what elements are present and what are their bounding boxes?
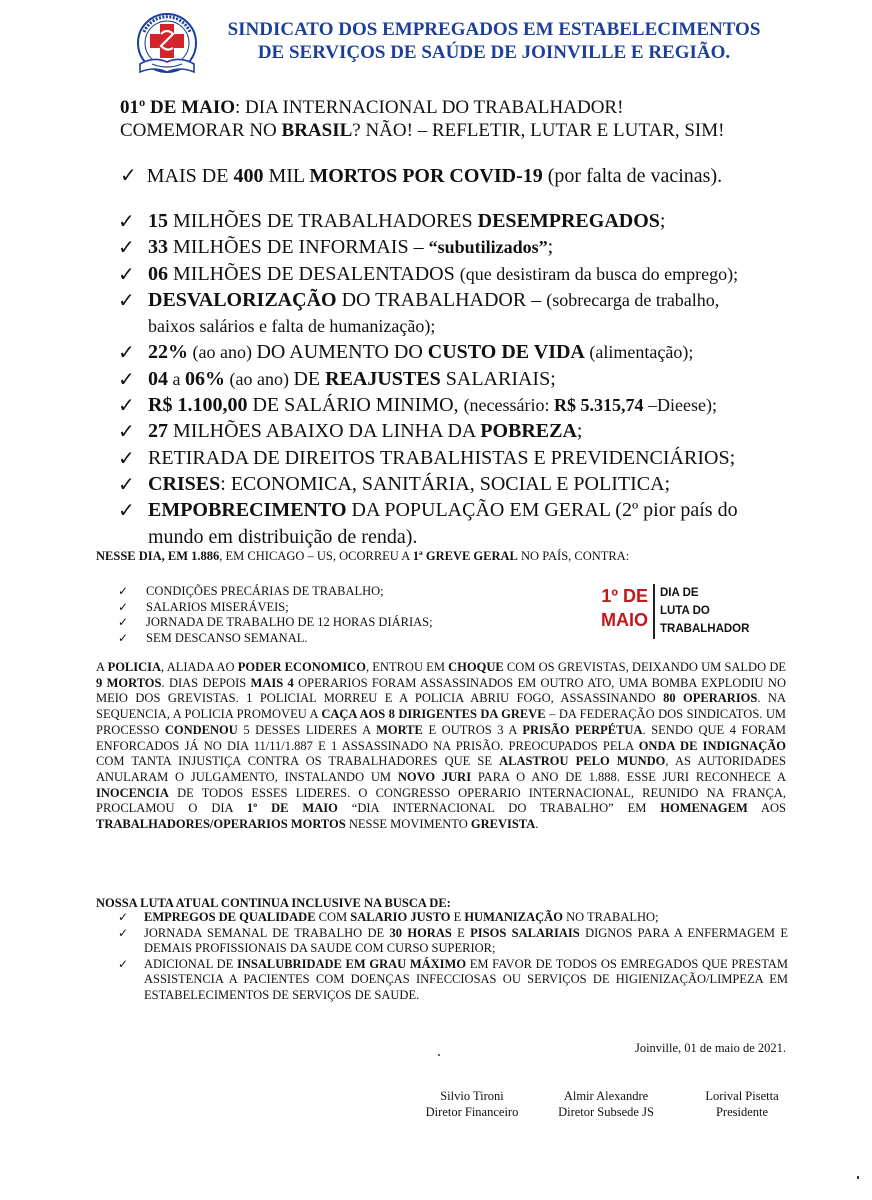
may-day-num2: MAIO	[601, 610, 648, 630]
statistics-list	[118, 208, 808, 550]
hist-t: E OUTROS 3 A	[422, 722, 523, 737]
struggle-t: EM FAVOR DE TODOS OS EMREGADOS QUE PRESTAM ASSISTENCIA A PACIENTES COM DOENÇAS INFECCIOSAS OU SERVIÇOS DE HIGIENIZAÇÃO/LIMPEZA EM ESTABELECIMENTOS DE SERVIÇOS DE SAUDE.	[144, 956, 788, 1002]
item-value: 04	[148, 367, 168, 390]
headline-title: : DIA INTERNACIONAL DO TRABALHADOR!	[235, 97, 624, 118]
scan-speck	[438, 1054, 440, 1056]
list-item	[118, 600, 433, 616]
check-icon: ✓	[118, 445, 135, 470]
may-day-w3: TRABALHADOR	[660, 623, 750, 635]
document-date: Joinville, 01 de maio de 2021.	[634, 1041, 786, 1055]
list-item	[118, 471, 808, 497]
hist-t: DE TODOS ESSES LIDERES. O CONGRESSO OPERARIO INTERNACIONAL, REUNIDO NA FRANÇA, PROCLAMOU O DIA	[96, 785, 786, 816]
history-intro	[96, 549, 629, 564]
covid-text-a: MAIS DE	[146, 165, 234, 187]
hist-t: , AS AUTORIDADES ANULARAM O JULGAMENTO, INSTALANDO UM	[96, 754, 787, 784]
item-note: (ao ano)	[225, 368, 294, 389]
headline	[120, 96, 724, 142]
list-item	[118, 392, 808, 418]
check-icon: ✓	[118, 599, 129, 614]
intro-e: NO PAÍS, CONTRA:	[517, 549, 630, 563]
headline-question-a: COMEMORAR NO	[120, 120, 282, 141]
item-text: MILHÕES DE INFORMAIS –	[168, 236, 429, 259]
check-icon: ✓	[118, 956, 129, 971]
history-paragraph	[96, 660, 786, 833]
struggle-t: DIGNOS PARA A ENFERMAGEM E DEMAIS PROFISSIONAIS DA SAUDE COM CURSO SUPERIOR;	[144, 925, 788, 955]
check-icon: ✓	[118, 615, 129, 629]
struggle-b: PISOS SALARIAIS	[470, 925, 580, 940]
check-icon: ✓	[118, 261, 135, 286]
scan-speck	[857, 1176, 859, 1179]
hist-t: 5 DESSES LIDERES A	[237, 722, 377, 737]
list-item	[118, 287, 808, 340]
condition-text: CONDIÇÕES PRECÁRIAS DE TRABALHO;	[146, 584, 384, 598]
hist-t: “DIA INTERNACIONAL DO TRABALHO” EM	[337, 801, 661, 816]
current-struggle-title: NOSSA LUTA ATUAL CONTINUA INCLUSIVE NA BUSCA DE:	[96, 896, 451, 910]
check-icon: ✓	[118, 393, 135, 418]
headline-question-b: ? NÃO! – REFLETIR, LUTAR E LUTAR, SIM!	[352, 120, 725, 141]
hist-t: , ENTROU EM	[365, 660, 449, 674]
headline-brasil: BRASIL	[281, 120, 353, 141]
hist-b: NOVO JURI	[397, 769, 472, 784]
item-text: a	[168, 368, 185, 389]
hist-b: 9 MORTOS	[96, 675, 162, 690]
hist-b: MORTE	[376, 722, 423, 737]
hist-b: TRABALHADORES/OPERARIOS MORTOS	[96, 817, 346, 832]
item-text: RETIRADA DE DIREITOS TRABALHISTAS E PREVIDENCIÁRIOS;	[148, 446, 736, 469]
item-emphasis: EMPOBRECIMENTO	[148, 499, 347, 522]
hist-t: .	[535, 817, 539, 832]
covid-deaths: MORTOS POR COVID-19	[309, 165, 543, 187]
headline-date: 01º DE MAIO	[120, 97, 235, 118]
condition-text: SALARIOS MISERÁVEIS;	[146, 599, 289, 614]
struggle-t: ADICIONAL DE	[144, 956, 237, 971]
item-punct: ;	[659, 210, 666, 232]
covid-text-c: MIL	[263, 165, 310, 187]
hist-t: OPERARIOS FORAM ASSASSINADOS EM OUTRO ATO, UMA BOMBA EXPLODIU NO MEIO DOS GREVISTAS. 1 POLICIAL MORREU E A POLICIA ABRIU FOGO, ASSASSINANDO	[96, 675, 786, 706]
hist-b: GREVISTA	[470, 817, 536, 832]
hist-b: HOMENAGEM	[660, 801, 748, 816]
item-value: 27	[148, 420, 168, 443]
hist-b: ALASTROU PELO MUNDO	[499, 754, 666, 769]
union-name-line2: DE SERVIÇOS DE SAÚDE DE JOINVILLE E REGIÃO.	[257, 42, 731, 63]
hist-t: NESSE MOVIMENTO	[345, 817, 471, 832]
hist-b: 1º DE MAIO	[246, 801, 338, 816]
covid-deaths-item	[120, 163, 722, 188]
list-item	[118, 957, 788, 1004]
hist-t: AOS	[747, 801, 787, 816]
item-note: (2º pior país do	[615, 499, 738, 522]
check-icon: ✓	[118, 498, 135, 523]
covid-note: (por falta de vacinas).	[542, 165, 723, 187]
item-value: 06	[148, 262, 168, 285]
item-emphasis: REAJUSTES	[325, 367, 441, 390]
signature-block	[544, 1088, 668, 1120]
list-item	[118, 615, 433, 631]
signer-name: Silvio Tironi	[440, 1089, 504, 1103]
check-icon: ✓	[118, 340, 135, 365]
item-emphasis: DESEMPREGADOS	[477, 210, 660, 232]
list-item	[118, 366, 808, 392]
item-text: : ECONOMICA, SANITÁRIA, SOCIAL E POLITICA;	[220, 472, 671, 495]
check-icon: ✓	[120, 163, 137, 187]
signature-block	[690, 1088, 794, 1120]
struggle-b: 30 HORAS	[389, 925, 452, 940]
hist-b: CONDENOU	[164, 722, 238, 737]
intro-year: 1.886	[191, 549, 220, 563]
list-item	[118, 418, 808, 444]
condition-text: JORNADA DE TRABALHO DE 12 HORAS DIÁRIAS;	[146, 615, 433, 629]
intro-c: , EM CHICAGO – US, OCORREU A	[219, 549, 413, 563]
item-value: 33	[148, 236, 168, 259]
union-logo-icon	[134, 12, 200, 78]
item-note-2: –Dieese);	[643, 395, 717, 416]
check-icon: ✓	[118, 910, 129, 924]
list-item	[118, 234, 808, 260]
hist-t: , ALIADA AO	[161, 660, 238, 674]
item-emphasis: CRISES	[148, 472, 221, 495]
list-item	[118, 339, 808, 365]
may-day-badge	[588, 584, 768, 640]
struggle-b: SALARIO JUSTO	[350, 910, 451, 924]
item-value: R$ 1.100,00	[148, 394, 248, 417]
item-text-2: DE	[293, 367, 326, 390]
item-note: (necessário:	[463, 395, 555, 416]
item-text-3: SALARIAIS;	[440, 367, 556, 390]
item-note-2: (alimentação);	[584, 342, 694, 363]
check-icon: ✓	[118, 584, 129, 598]
intro-strike: 1ª GREVE GERAL	[412, 549, 518, 563]
signer-role: Presidente	[715, 1105, 769, 1119]
item-value: 22%	[148, 341, 188, 364]
signer-role: Diretor Financeiro	[425, 1105, 519, 1119]
item-emphasis: POBREZA	[480, 420, 577, 443]
check-icon: ✓	[118, 630, 129, 645]
hist-b: 80 OPERARIOS	[663, 691, 758, 706]
struggle-t: COM	[315, 910, 351, 924]
hist-t: COM TANTA INJUSTIÇA CONTRA OS TRABALHADORES QUE SE	[96, 754, 500, 769]
check-icon: ✓	[118, 471, 135, 496]
hist-b: PODER ECONOMICO	[237, 660, 366, 674]
check-icon: ✓	[118, 925, 129, 940]
list-item	[118, 445, 808, 471]
struggle-b: HUMANIZAÇÃO	[464, 910, 563, 924]
signature-block	[412, 1088, 532, 1120]
struggle-b: EMPREGOS DE QUALIDADE	[144, 910, 316, 924]
covid-number: 400	[233, 165, 264, 187]
hist-t: PARA O ANO DE 1.888. ESSE JURI RECONHECE A	[471, 769, 787, 784]
hist-t: . NA SEQUENCIA, A POLICIA PROMOVEU A	[96, 691, 786, 722]
check-icon: ✓	[118, 287, 135, 312]
struggle-b: INSALUBRIDADE EM GRAU MÁXIMO	[236, 956, 467, 971]
item-value-2: 06%	[185, 367, 225, 390]
signer-name: Almir Alexandre	[563, 1089, 649, 1103]
item-text: DO TRABALHADOR –	[336, 288, 547, 311]
hist-t: . SENDO QUE 4 FORAM ENFORCADOS JÁ NO DIA 11/11/1.887 E 1 ASSASSINADO NA PRISÃO. PREOCUPADOS PELA	[96, 722, 787, 753]
may-day-num1: 1º DE	[601, 586, 648, 606]
list-item	[118, 631, 433, 647]
may-day-date	[588, 584, 648, 632]
conditions-list	[118, 584, 433, 646]
hist-b: MAIS 4	[250, 675, 294, 690]
struggle-t: NO TRABALHO;	[562, 910, 659, 924]
hist-t: A	[96, 660, 108, 674]
list-item	[118, 910, 788, 926]
check-icon: ✓	[118, 209, 135, 233]
list-item	[118, 584, 433, 600]
list-item	[118, 261, 808, 287]
item-value: 15	[148, 210, 168, 232]
hist-t: . DIAS DEPOIS	[161, 675, 251, 690]
struggle-t: E	[451, 925, 471, 940]
union-name	[214, 18, 774, 64]
item-note: (ao ano)	[188, 342, 257, 363]
may-day-words	[660, 584, 749, 638]
may-day-w1: DIA DE	[660, 587, 699, 599]
hist-b: PRISÃO PERPÉTUA	[522, 722, 643, 737]
check-icon: ✓	[118, 366, 135, 391]
hist-t: COM OS GREVISTAS, DEIXANDO UM SALDO DE	[503, 660, 786, 674]
hist-b: INOCENCIA	[96, 785, 169, 800]
item-emphasis: “subutilizados”	[428, 237, 548, 258]
item-value-2: R$ 5.315,74	[554, 395, 644, 416]
list-item	[118, 208, 808, 234]
badge-divider	[653, 584, 655, 639]
current-struggle-list	[118, 910, 788, 1003]
item-text: MILHÕES DE TRABALHADORES	[168, 210, 478, 232]
item-emphasis: CUSTO DE VIDA	[427, 341, 585, 364]
condition-text: SEM DESCANSO SEMANAL.	[146, 630, 308, 645]
hist-b: CAÇA AOS 8 DIRIGENTES DA GREVE	[321, 707, 546, 722]
item-emphasis: DESVALORIZAÇÃO	[148, 288, 337, 311]
item-note: (sobrecarga de trabalho,	[546, 289, 720, 310]
item-note-cont: baixos salários e falta de humanização);	[148, 316, 436, 337]
hist-t: – DA FEDERAÇÃO DOS SINDICATOS. UM PROCESSO	[96, 707, 787, 737]
may-day-w2: LUTA DO	[660, 605, 710, 617]
signer-name: Lorival Pisetta	[705, 1089, 779, 1103]
item-text: DA POPULAÇÃO EM GERAL	[346, 499, 616, 522]
hist-b: CHOQUE	[448, 660, 504, 674]
item-text: MILHÕES DE DESALENTADOS	[168, 262, 460, 285]
hist-b: POLICIA	[107, 660, 162, 674]
item-text: DO AUMENTO DO	[256, 341, 428, 364]
union-name-line1: SINDICATO DOS EMPREGADOS EM ESTABELECIMENTOS	[227, 19, 761, 40]
item-note-cont: mundo em distribuição de renda).	[148, 525, 418, 548]
check-icon: ✓	[118, 235, 135, 260]
hist-b: ONDA DE INDIGNAÇÃO	[638, 738, 786, 753]
intro-a: NESSE DIA, EM	[96, 549, 192, 563]
list-item	[118, 926, 788, 957]
item-punct: ;	[576, 420, 583, 443]
struggle-t: JORNADA SEMANAL DE TRABALHO DE	[144, 925, 390, 940]
item-note: (que desistiram da busca do emprego);	[459, 263, 739, 284]
item-punct: ;	[547, 236, 554, 259]
list-item	[118, 497, 808, 550]
struggle-t: E	[450, 910, 465, 924]
signer-role: Diretor Subsede JS	[558, 1105, 654, 1119]
check-icon: ✓	[118, 419, 135, 444]
item-text: DE SALÁRIO MINIMO,	[247, 394, 464, 417]
item-text: MILHÕES ABAIXO DA LINHA DA	[168, 420, 481, 443]
